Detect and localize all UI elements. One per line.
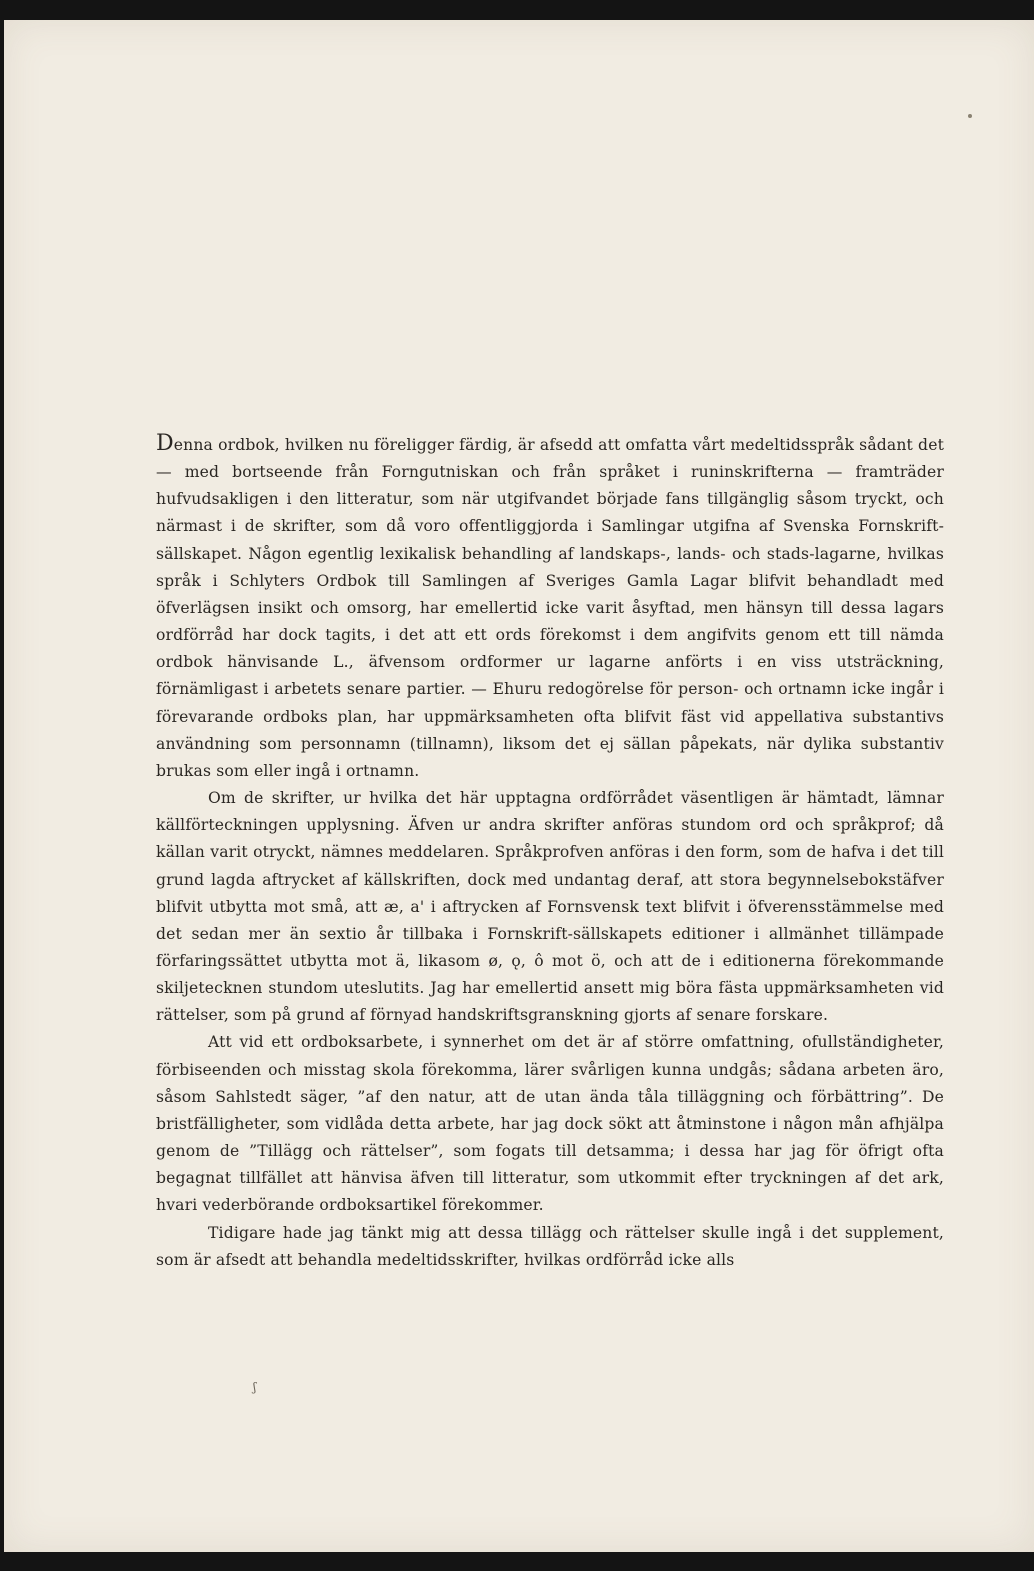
paragraph-3: Att vid ett ordboksarbete, i synnerhet om det är af större omfattning, ofullständigheter, förbiseenden och misstag skola förekomma, lärer svårligen kunna undgås; sådana arbeten äro, såsom Sahlstedt säger, ”af den natur, att de utan ända tåla tilläggning och förbättring”. De bristfälligheter, som vidlåda detta arbete, har jag dock sökt att åtminstone i någon mån afhjälpa genom de ”Tillägg och rättelser”, som fogats till detsamma; i dessa har jag för öfrigt ofta begagnat tillfället att hänvisa äfven till litteratur, som utkommit efter tryckningen af det ark, hvari vederbörande ordboksartikel förekommer. (156, 1033, 944, 1215)
paragraph-1 (156, 432, 944, 785)
stray-mark: ʃ (253, 1380, 257, 1394)
paragraph-1-text: enna ordbok, hvilken nu föreligger färdig, är afsedd att omfatta vårt medeltidsspråk sådant det — med bortseende från Forngutniskan och från språket i runinskrifterna — framträder hufvudsakligen i den litteratur, som när utgifvandet började fans tillgänglig såsom tryckt, och närmast i de skrifter, som då voro offentliggjorda i Samlingar utgifna af Svenska Fornskrift-sällskapet. Någon egentlig lexikalisk behandling af landskaps-, lands- och stads-lagarne, hvilkas språk i Schlyters Ordbok till Samlingen af Sveriges Gamla Lagar blifvit behandladt med öfverlägsen insikt och omsorg, har emellertid icke varit åsyftad, men hänsyn till dessa lagars ordförråd har dock tagits, i det att ett ords förekomst i dem angifvits genom ett till nämda ordbok hänvisande L., äfvensom ordformer ur lagarne anförts i en viss utsträckning, förnämligast i arbetets senare partier. — Ehuru redogörelse för person- och ortnamn icke ingår i förevarande ordboks plan, har uppmärksamheten ofta blifvit fäst vid appellativa substantivs användning som personnamn (tillnamn), liksom det ej sällan påpekats, när dylika substantiv brukas som eller ingå i ortnamn. (156, 436, 944, 780)
body-text (156, 432, 944, 1274)
paper-blemish (968, 114, 972, 118)
drop-cap: D (156, 431, 174, 456)
paragraph-2: Om de skrifter, ur hvilka det här upptagna ordförrådet väsentligen är hämtadt, lämnar källförteckningen upplysning. Äfven ur andra skrifter anföras stundom ord och språkprof; då källan varit otryckt, nämnes meddelaren. Språkprofven anföras i den form, som de hafva i det till grund lagda aftrycket af källskriften, dock med undantag deraf, att stora begynnelsebokstäfver blifvit utbytta mot små, att æ, a' i aftrycken af Fornsvensk text blifvit i öfverensstämmelse med det sedan mer än sextio år tillbaka i Fornskrift-sällskapets editioner i allmänhet tillämpade förfaringssättet utbytta mot ä, likasom ø, ǫ, ô mot ö, och att de i editionerna förekommande skiljetecknen stundom uteslutits. Jag har emellertid ansett mig böra fästa uppmärksamheten vid rättelser, som på grund af förnyad handskriftsgranskning gjorts af senare forskare. (156, 789, 944, 1025)
paragraph-4: Tidigare hade jag tänkt mig att dessa tillägg och rättelser skulle ingå i det supplement, som är afsedt att behandla medeltidsskrifter, hvilkas ordförråd icke alls (156, 1223, 944, 1269)
